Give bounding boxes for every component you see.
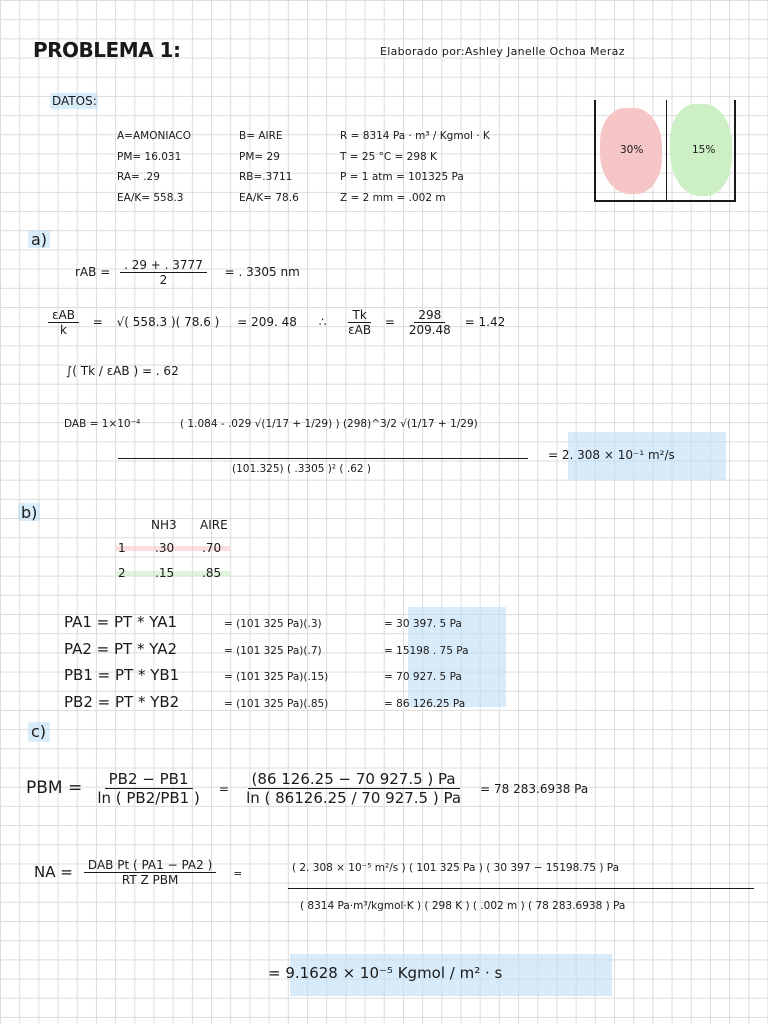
pressure-row: PA1 = PT * YA1 = (101 325 Pa)(.3) = 30 397. 5 Pa: [64, 613, 462, 631]
table-header-aire: AIRE: [200, 518, 228, 532]
row2-idx: 2: [118, 566, 126, 580]
tk-num: 298: [414, 308, 445, 323]
author-credit: Elaborado por:Ashley Janelle Ochoa Meraz: [380, 45, 625, 58]
pbm-fraction-2: [242, 770, 465, 807]
datos-col-c: [340, 126, 490, 208]
pbm-den: ln ( PB2/PB1 ): [97, 789, 200, 807]
datos-a-0: A=AMONIACO: [117, 130, 192, 142]
part-c-label: c): [31, 722, 47, 741]
na-fraction: [84, 858, 216, 887]
eps-result: = 209. 48: [237, 315, 297, 329]
final-result: = 9.1628 × 10⁻⁵ Kgmol / m² · s: [268, 964, 503, 982]
dab-fraction-bar: [118, 458, 528, 459]
datos-c-2: P = 1 atm = 101325 Pa: [340, 171, 464, 183]
na-den-2: ( 8314 Pa·m³/kgmol·K ) ( 298 K ) ( .002 m ) ( 78 283.6938 ) Pa: [300, 900, 626, 912]
tk-lhs: [344, 308, 375, 337]
tk-fraction: [405, 308, 455, 337]
tk-result: = 1.42: [464, 315, 506, 329]
rab-equation: [75, 258, 300, 287]
datos-a-3: EA/K= 558.3: [117, 191, 184, 204]
tank-right-label: 15%: [692, 144, 716, 156]
pbm-result: = 78 283.6938 Pa: [480, 782, 589, 796]
pbm-num-2: (86 126.25 − 70 927.5 ) Pa: [248, 770, 460, 789]
na-equation: NA = $\frac{\text{DAB Pt ( PA1 − PA2 )}}{\text{RT Z PBM}}$ =: [34, 858, 243, 887]
row2-aire: .85: [202, 566, 222, 580]
datos-label: DATOS:: [52, 94, 97, 108]
rab-result: = . 3305 nm: [224, 265, 300, 279]
pressures-list: [64, 610, 469, 716]
eps-lhs-num: εAB: [48, 308, 79, 323]
na-num: DAB Pt ( PA1 − PA2 ): [84, 858, 216, 873]
row2-nh3: .15: [155, 566, 175, 580]
tk-den: 209.48: [408, 323, 451, 337]
pressure-row: PA2 = PT * YA2 = (101 325 Pa)(.7) = 15198 . 75 Pa: [64, 639, 469, 658]
pbm-num: PB2 − PB1: [105, 770, 193, 789]
datos-a-1: PM= 16.031: [117, 150, 182, 163]
tank-left-label: 30%: [620, 144, 644, 156]
datos-c-0: R = 8314 Pa · m³ / Kgmol · K: [340, 130, 490, 142]
datos-b-1: PM= 29: [239, 150, 280, 163]
datos-c-3: Z = 2 mm = .002 m: [340, 191, 446, 204]
row1-nh3: .30: [155, 541, 175, 555]
page-title: PROBLEMA 1:: [33, 38, 181, 62]
datos-b-3: EA/K= 78.6: [239, 191, 299, 204]
tk-lhs-num: Tk: [348, 308, 370, 323]
tank-diagram: [594, 100, 736, 202]
dab-lhs: DAB = 1×10⁻⁴: [64, 418, 141, 430]
na-den: RT Z PBM: [121, 873, 179, 887]
omega-equation: ∫( Tk / εAB ) = . 62: [66, 364, 179, 378]
part-b-label: b): [21, 503, 38, 522]
pbm-lhs: PBM =: [26, 778, 83, 798]
datos-c-1: T = 25 °C = 298 K: [340, 150, 437, 163]
dab-den: (101.325) ( .3305 )² ( .62 ): [232, 463, 371, 475]
tank-divider: [666, 100, 667, 200]
pressure-row: PB1 = PT * YB1 = (101 325 Pa)(.15) = 70 927. 5 Pa: [64, 666, 462, 684]
rab-den: 2: [159, 273, 168, 287]
dab-result: = 2. 308 × 10⁻¹ m²/s: [548, 448, 675, 462]
rab-lhs: rAB =: [75, 265, 111, 279]
rab-fraction: [120, 258, 207, 287]
pbm-fraction: [93, 770, 204, 807]
na-lhs: NA =: [34, 863, 73, 881]
part-a-label: a): [31, 230, 48, 249]
table-header-nh3: NH3: [151, 518, 177, 532]
pbm-equation: PBM = $\frac{PB2 - PB1}{\ln ( PB2/PB1 )}$ = $\frac{(86 126.25 - 70 927.5 ) Pa}{\ln ( 86126.25 / 70 927.5 ) Pa}$ = 78 283.6938 Pa: [26, 770, 589, 807]
eps-equation: $\frac{\text{εAB}}{k}$ = √( 558.3 )( 78.6 ) = 209. 48 ∴ $\frac{Tk}{\text{εAB}}$ = $\frac{298}{209.48}$ = 1.42: [48, 308, 505, 337]
na-fraction-bar: [288, 888, 754, 889]
datos-b-0: B= AIRE: [239, 130, 283, 142]
rab-num: . 29 + . 3777: [120, 258, 207, 273]
tk-lhs-den: εAB: [348, 323, 372, 337]
datos-col-a: [117, 126, 191, 208]
dab-num: ( 1.084 - .029 √(1/17 + 1/29) ) (298)^3/2 √(1/17 + 1/29): [180, 418, 478, 430]
eps-lhs-den: k: [59, 323, 67, 337]
therefore-symbol: ∴: [318, 315, 327, 329]
datos-col-b: [239, 126, 299, 208]
row1-aire: .70: [202, 541, 222, 555]
row1-idx: 1: [118, 541, 126, 555]
eps-lhs: [48, 308, 79, 337]
eps-rhs: √( 558.3 )( 78.6 ): [116, 315, 220, 329]
na-num-2: ( 2. 308 × 10⁻⁵ m²/s ) ( 101 325 Pa ) ( 30 397 − 15198.75 ) Pa: [292, 862, 620, 874]
datos-a-2: RA= .29: [117, 171, 160, 183]
pbm-den-2: ln ( 86126.25 / 70 927.5 ) Pa: [246, 789, 462, 807]
pressure-row: PB2 = PT * YB2 = (101 325 Pa)(.85) = 86 126.25 Pa: [64, 692, 466, 711]
datos-b-2: RB=.3711: [239, 171, 293, 183]
